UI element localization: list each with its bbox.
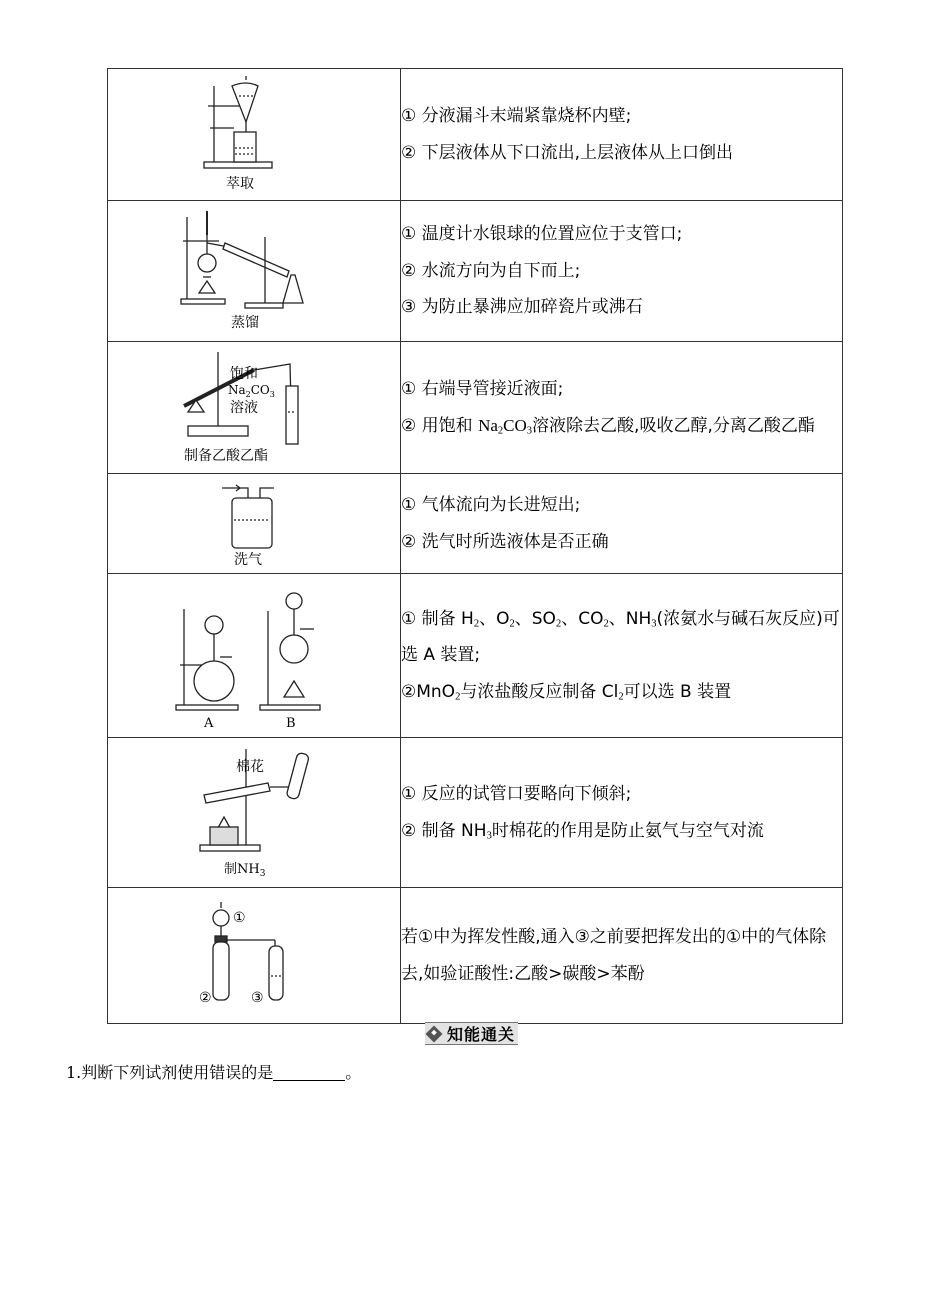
description-line: ② 下层液体从下口流出,上层液体从上口倒出	[401, 142, 734, 163]
description-line: ① 分液漏斗末端紧靠烧杯内壁;	[401, 106, 632, 126]
description-cell	[401, 342, 843, 474]
diagram-cell	[108, 738, 401, 888]
diagram-cell	[108, 574, 401, 738]
description-line: ③ 为防止暴沸应加碎瓷片或沸石	[401, 297, 643, 318]
apparatus-label-a: A	[204, 715, 214, 731]
apparatus-label-b: B	[286, 715, 296, 731]
description-line: ② 水流方向为自下而上;	[401, 260, 581, 281]
table-row	[108, 574, 843, 738]
diagram-cell	[108, 342, 401, 474]
distillation-apparatus-diagram	[179, 207, 329, 335]
table-row	[108, 342, 843, 474]
experiment-table	[107, 68, 843, 1024]
question-1	[66, 1060, 361, 1083]
acidity-comparison-diagram	[199, 896, 309, 1016]
table-row	[108, 888, 843, 1024]
description-cell	[401, 574, 843, 738]
cotton-label: 棉花	[236, 758, 264, 775]
gas-washing-diagram	[214, 480, 294, 568]
description-line: ② 用饱和 $Na_2CO_3$溶液除去乙酸,吸收乙醇,分离乙酸乙酯	[401, 415, 815, 437]
table-row	[108, 69, 843, 201]
diagram-caption: 制$NH_3$	[224, 861, 266, 879]
diagram-caption: 制备乙酸乙酯	[184, 447, 268, 464]
label-3: ③	[251, 989, 264, 1006]
diagram-cell	[108, 888, 401, 1024]
description-line: ① 制备 $H_2$、$O_2$、$SO_2$、$CO_2$、$NH_3$(浓氨水与碱石灰反应)可选 A 装置;	[401, 608, 840, 666]
extraction-apparatus-diagram	[194, 76, 314, 194]
solution-label: 溶液	[230, 399, 258, 416]
ammonia-preparation-diagram	[194, 745, 314, 881]
solution-label: 饱和	[230, 365, 258, 382]
description-cell	[401, 738, 843, 888]
description-line: ②MnO$_2$与浓盐酸反应制备 $Cl_2$可以选 B 装置	[401, 681, 732, 703]
gas-generator-diagram	[174, 581, 334, 731]
description-line: ① 气体流向为长进短出;	[401, 495, 581, 515]
answer-blank	[273, 1064, 345, 1081]
diagram-cell	[108, 474, 401, 574]
description-cell	[401, 69, 843, 201]
question-text: 1.判断下列试剂使用错误的是	[66, 1063, 274, 1082]
diagram-caption: 洗气	[234, 551, 262, 568]
table-row	[108, 474, 843, 574]
label-2: ②	[199, 989, 212, 1006]
description-cell	[401, 201, 843, 342]
solution-formula-label: $Na_2CO_3$	[228, 382, 275, 399]
ester-preparation-diagram	[174, 346, 334, 470]
section-badge-label: 知能通关	[447, 1025, 516, 1044]
diamond-icon	[426, 1025, 443, 1042]
diagram-caption: 萃取	[226, 175, 254, 192]
table-row	[108, 738, 843, 888]
diagram-cell	[108, 69, 401, 201]
description-cell	[401, 888, 843, 1024]
description-line: ① 温度计水银球的位置应位于支管口;	[401, 224, 683, 245]
description-line: ① 右端导管接近液面;	[401, 379, 564, 399]
description-line: ② 洗气时所选液体是否正确	[401, 531, 609, 552]
description-cell	[401, 474, 843, 574]
description-line: ② 制备 $NH_3$时棉花的作用是防止氨气与空气对流	[401, 820, 764, 842]
question-end: 。	[345, 1063, 362, 1082]
label-1: ①	[233, 909, 246, 926]
description-text: 若①中为挥发性酸,通入③之前要把挥发出的①中的气体除去,如验证酸性:乙酸>碳酸>苯酚	[401, 927, 827, 984]
description-line: ① 反应的试管口要略向下倾斜;	[401, 784, 632, 804]
section-badge	[425, 1022, 518, 1045]
diagram-caption: 蒸馏	[231, 315, 259, 331]
diagram-cell	[108, 201, 401, 342]
table-row	[108, 201, 843, 342]
